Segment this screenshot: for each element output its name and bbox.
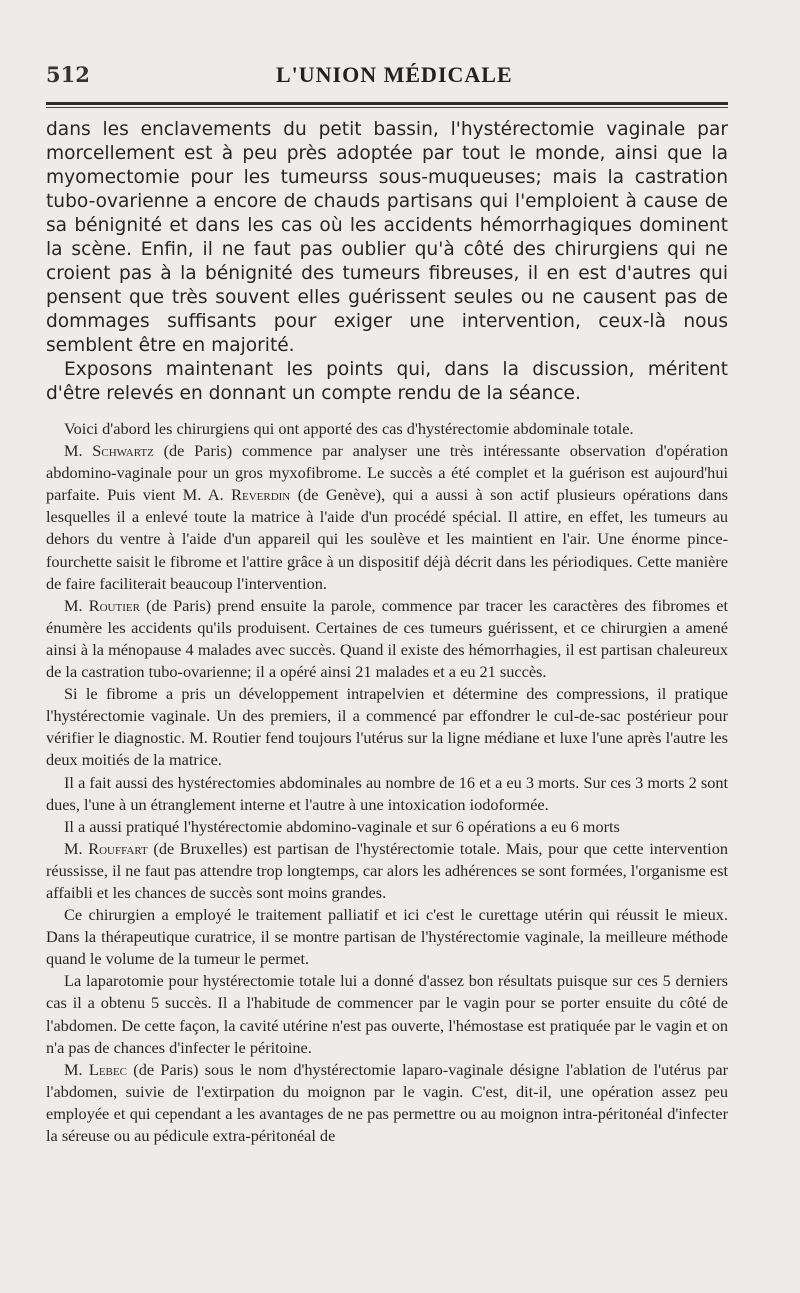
paragraph-text: (de Paris) prend ensuite la parole, commence par tracer les caractères des fibromes et énumère les accidents qu'ils produisent. Certaines de ces tumeurs guérissent, et ce chirurgien a amené ainsi à la ménopause 4 malades avec succès. Quand il existe des hémorrhagies, il est partisan chaleureux de la castration tubo-ovarienne; il a opéré ainsi 21 malades et a eu 21 succès. bbox=[46, 595, 728, 682]
paragraph-schwartz bbox=[46, 440, 728, 595]
page-header bbox=[46, 62, 728, 98]
paragraph-text: (de Bruxelles) est partisan de l'hystérectomie totale. Mais, pour que cette intervention réussisse, il ne faut pas attendre trop longtemps, car alors les adhérences se sont formées, l'organisme est affaibli et les chances de succès sont moins grandes. bbox=[46, 838, 728, 902]
header-rule-thick bbox=[46, 102, 728, 105]
surgeon-name: Lebec bbox=[88, 1059, 127, 1079]
paragraph-large: dans les enclavements du petit bassin, l'hystérectomie vaginale par morcellement est à peu près adoptée par tout le monde, ainsi que la myomectomie pour les tumeurss sous-muqueuses; mais la castration tubo-ovarienne a encore de chauds partisans qui l'emploient à cause de sa bénignité et dans les cas où les accidents hémorrhagiques dominent la scène. Enfin, il ne faut pas oublier qu'à côté des chirurgiens qui ne croient pas à la bénignité des tumeurs fibreuses, il en est d'autres qui pensent que très souvent elles guérissent seules ou ne causent pas de dommages suffisants pour exiger une intervention, ceux-là nous semblent être en majorité. bbox=[46, 119, 728, 356]
paragraph-small: Il a aussi pratiqué l'hystérectomie abdomino-vaginale et sur 6 opérations a eu 6 morts bbox=[64, 816, 620, 836]
page-number: 512 bbox=[46, 62, 90, 87]
prefix: M. bbox=[64, 595, 89, 615]
paragraph-text: (de Paris) commence par analyser une très intéressante observation d'opération abdomino-vaginale pour un gros myxofibrome. Le succès a été complet et la guérison est aujourd'hui parfaite. Puis vient M. A. bbox=[46, 441, 728, 505]
running-title: L'UNION MÉDICALE bbox=[276, 62, 513, 87]
paragraph-large: Exposons maintenant les points qui, dans la discussion, méritent d'être relevés en donnant un compte rendu de la séance. bbox=[46, 359, 728, 404]
surgeon-name: Rouffart bbox=[88, 838, 148, 858]
surgeon-name: Reverdin bbox=[231, 485, 291, 505]
paragraph-small: Si le fibrome a pris un développement intrapelvien et détermine des compressions, il pratique l'hystérectomie vaginale. Un des premiers, il a commencé par effondrer le cul-de-sac postérieur pour vérifier le diagnostic. M. Routier fend toujours l'utérus sur la ligne médiane et luxe l'une après l'autre les deux moitiés de la matrice. bbox=[46, 684, 728, 770]
prefix: M. bbox=[64, 838, 89, 858]
paragraph-small: Il a fait aussi des hystérectomies abdominales au nombre de 16 et a eu 3 morts. Sur ces 3 morts 2 sont dues, l'une à un étranglement interne et l'autre à une intoxication iodoformée. bbox=[46, 772, 728, 814]
surgeon-name: Routier bbox=[88, 595, 140, 615]
paragraph-rouffart bbox=[46, 838, 728, 904]
prefix: M. bbox=[64, 441, 93, 461]
paragraph-lebec bbox=[46, 1059, 728, 1147]
paragraph-text: (de Genève), qui a aussi à son actif plusieurs opérations dans lesquelles il a enlevé toute la matrice à l'aide d'un procédé spécial. Il attire, en effet, les tumeurs au dehors du ventre à l'aide d'un appareil qui les soulève et les maintient en l'air. Une énorme pince-fourchette saisit le fibrome et l'attire grâce à un dispositif déjà décrit dans les périodiques. Cette manière de faire faciliterait beaucoup l'intervention. bbox=[46, 485, 728, 593]
paragraph-routier bbox=[46, 595, 728, 683]
paragraph-text: (de Paris) sous le nom d'hystérectomie laparo-vaginale désigne l'ablation de l'utérus par l'abdomen, suivie de l'extirpation du moignon par le vagin. C'est, dit-il, une opération assez peu employée et qui cependant a les avantages de ne pas permettre ou au moignon intra-péritonéal d'infecter la séreuse ou au pédicule extra-péritonéal de bbox=[46, 1059, 728, 1145]
prefix: M. bbox=[64, 1059, 89, 1079]
header-rule-thin bbox=[46, 107, 728, 108]
section-gap bbox=[46, 406, 728, 418]
paragraph-small: Ce chirurgien a employé le traitement palliatif et ici c'est le curettage utérin qui réussit le mieux. Dans la thérapeutique curatrice, il se montre partisan de l'hystérectomie vaginale, la meilleure méthode quand le volume de la tumeur le permet. bbox=[46, 905, 728, 969]
surgeon-name: Schwartz bbox=[92, 441, 154, 461]
paragraph-intro: Voici d'abord les chirurgiens qui ont apporté des cas d'hystérectomie abdominale totale. bbox=[64, 419, 634, 438]
paragraph-small: La laparotomie pour hystérectomie totale lui a donné d'assez bon résultats puisque sur ces 5 derniers cas il a obtenu 5 succès. Il a l'habitude de commencer par le vagin pour se porter ensuite du côté de l'abdomen. De cette façon, la cavité utérine n'est pas ouverte, l'hémostase est pratiquée par le vagin et on n'a pas de chances d'infecter le péritoine. bbox=[46, 971, 728, 1057]
